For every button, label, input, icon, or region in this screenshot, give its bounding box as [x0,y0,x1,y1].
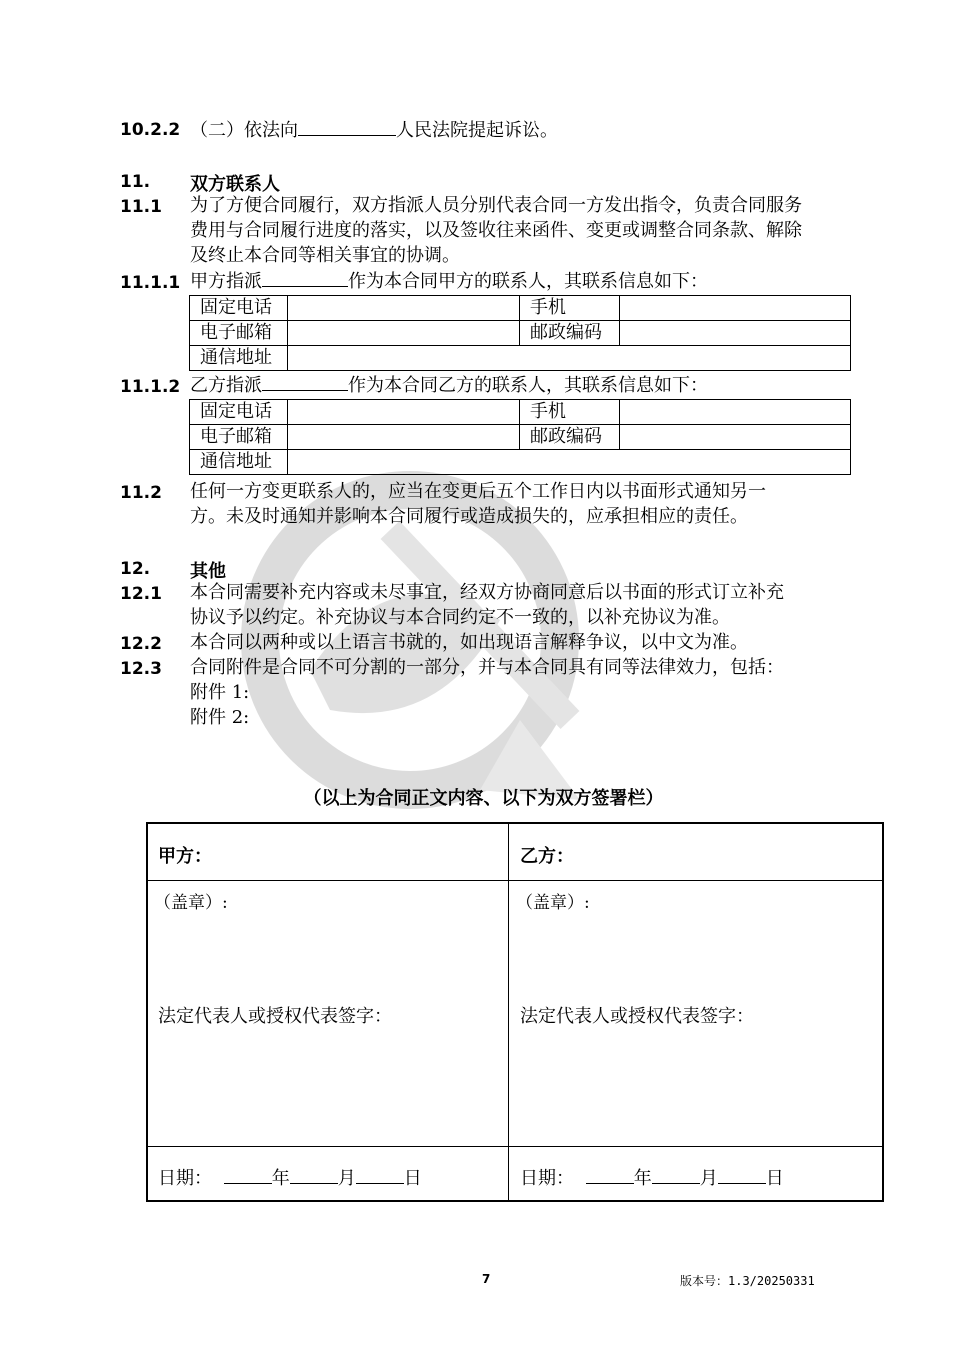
table-value [620,321,851,346]
table-value [288,321,520,346]
month-label: 月 [699,1168,718,1189]
blank-line [262,373,348,391]
clause-text [190,580,784,630]
blank-line [224,1166,272,1184]
clause-number: 11.1.1 [120,273,181,293]
clause-number: 12.1 [120,584,162,604]
party-a-date [158,1164,422,1190]
day-label: 日 [403,1168,422,1189]
divider [148,880,882,881]
text-line: 方。未及时通知并影响本合同履行或造成损失的，应承担相应的责任。 [190,506,748,527]
table-value [288,450,851,475]
year-label: 年 [271,1168,290,1189]
table-value [620,400,851,425]
text-line: 合同附件是合同不可分割的一部分，并与本合同具有同等法律效力，包括： [190,657,784,678]
table-label: 电子邮箱 [190,321,288,346]
party-a-label: 甲方： [158,846,212,867]
blank-line [652,1166,700,1184]
table-value [288,296,520,321]
clause-text: 本合同以两种或以上语言书就的，如出现语言解释争议，以中文为准。 [190,632,748,653]
blank-line [586,1166,634,1184]
day-label: 日 [765,1168,784,1189]
clause-text-pre: 甲方指派 [190,271,262,292]
party-b-seal: （盖章）: [516,893,590,913]
section-number: 11. [120,172,151,192]
clause-text [190,193,802,268]
blank-line [356,1166,404,1184]
table-value [288,346,851,371]
clause-number: 12.2 [120,634,162,654]
table-value [288,425,520,450]
table-label: 邮政编码 [520,321,620,346]
signature-table [146,822,884,1202]
blank-line [290,1166,338,1184]
contact-table-a [189,295,851,371]
clause-text-post: 人民法院提起诉讼。 [396,120,558,141]
table-label: 固定电话 [190,400,288,425]
section-title: 双方联系人 [190,174,280,195]
table-value [620,296,851,321]
clause-text [190,269,708,294]
table-label: 手机 [520,296,620,321]
clause-number: 12.3 [120,659,162,679]
table-label: 电子邮箱 [190,425,288,450]
text-line: 任何一方变更联系人的，应当在变更后五个工作日内以书面形式通知另一 [190,481,766,502]
clause-text [190,118,558,143]
clause-number: 11.1 [120,197,162,217]
table-value [288,400,520,425]
clause-text-pre: （二）依法向 [190,120,298,141]
text-line: 本合同需要补充内容或未尽事宜，经双方协商同意后以书面的形式订立补充 [190,582,784,603]
clause-text-pre: 乙方指派 [190,375,262,396]
table-label: 手机 [520,400,620,425]
version-number: 版本号：1.3/20250331 [680,1274,815,1288]
attachment-2: 附件 2: [190,707,250,728]
clause-text [190,373,708,398]
clause-text [190,655,784,730]
clause-text-post: 作为本合同甲方的联系人，其联系信息如下： [348,271,708,292]
text-line: 为了方便合同履行，双方指派人员分别代表合同一方发出指令，负责合同服务 [190,195,802,216]
clause-number: 11.2 [120,483,162,503]
date-label: 日期： [158,1168,212,1189]
party-a-rep-signature: 法定代表人或授权代表签字： [158,1006,392,1027]
clause-text-post: 作为本合同乙方的联系人，其联系信息如下： [348,375,708,396]
table-label: 固定电话 [190,296,288,321]
blank-line [718,1166,766,1184]
month-label: 月 [337,1168,356,1189]
blank-line [262,269,348,287]
year-label: 年 [633,1168,652,1189]
signature-caption: （以上为合同正文内容、以下为双方签署栏） [303,788,664,809]
attachment-1: 附件 1: [190,682,250,703]
contact-table-b [189,399,851,475]
text-line: 协议予以约定。补充协议与本合同约定不一致的，以补充协议为准。 [190,607,730,628]
party-b-date [520,1164,784,1190]
page-number: 7 [482,1272,491,1286]
table-value [620,425,851,450]
party-b-label: 乙方： [520,846,574,867]
clause-number: 10.2.2 [120,120,181,140]
text-line: 费用与合同履行进度的落实，以及签收往来函件、变更或调整合同条款、解除 [190,220,802,241]
table-label: 邮政编码 [520,425,620,450]
clause-text [190,479,766,529]
clause-number: 11.1.2 [120,377,181,397]
text-line: 及终止本合同等相关事宜的协调。 [190,245,460,266]
party-a-seal: （盖章）: [154,893,228,913]
date-label: 日期： [520,1168,574,1189]
divider [148,1146,882,1147]
section-number: 12. [120,559,151,579]
table-label: 通信地址 [190,450,288,475]
blank-line [298,118,396,136]
party-b-rep-signature: 法定代表人或授权代表签字： [520,1006,754,1027]
table-label: 通信地址 [190,346,288,371]
section-title: 其他 [190,561,226,582]
